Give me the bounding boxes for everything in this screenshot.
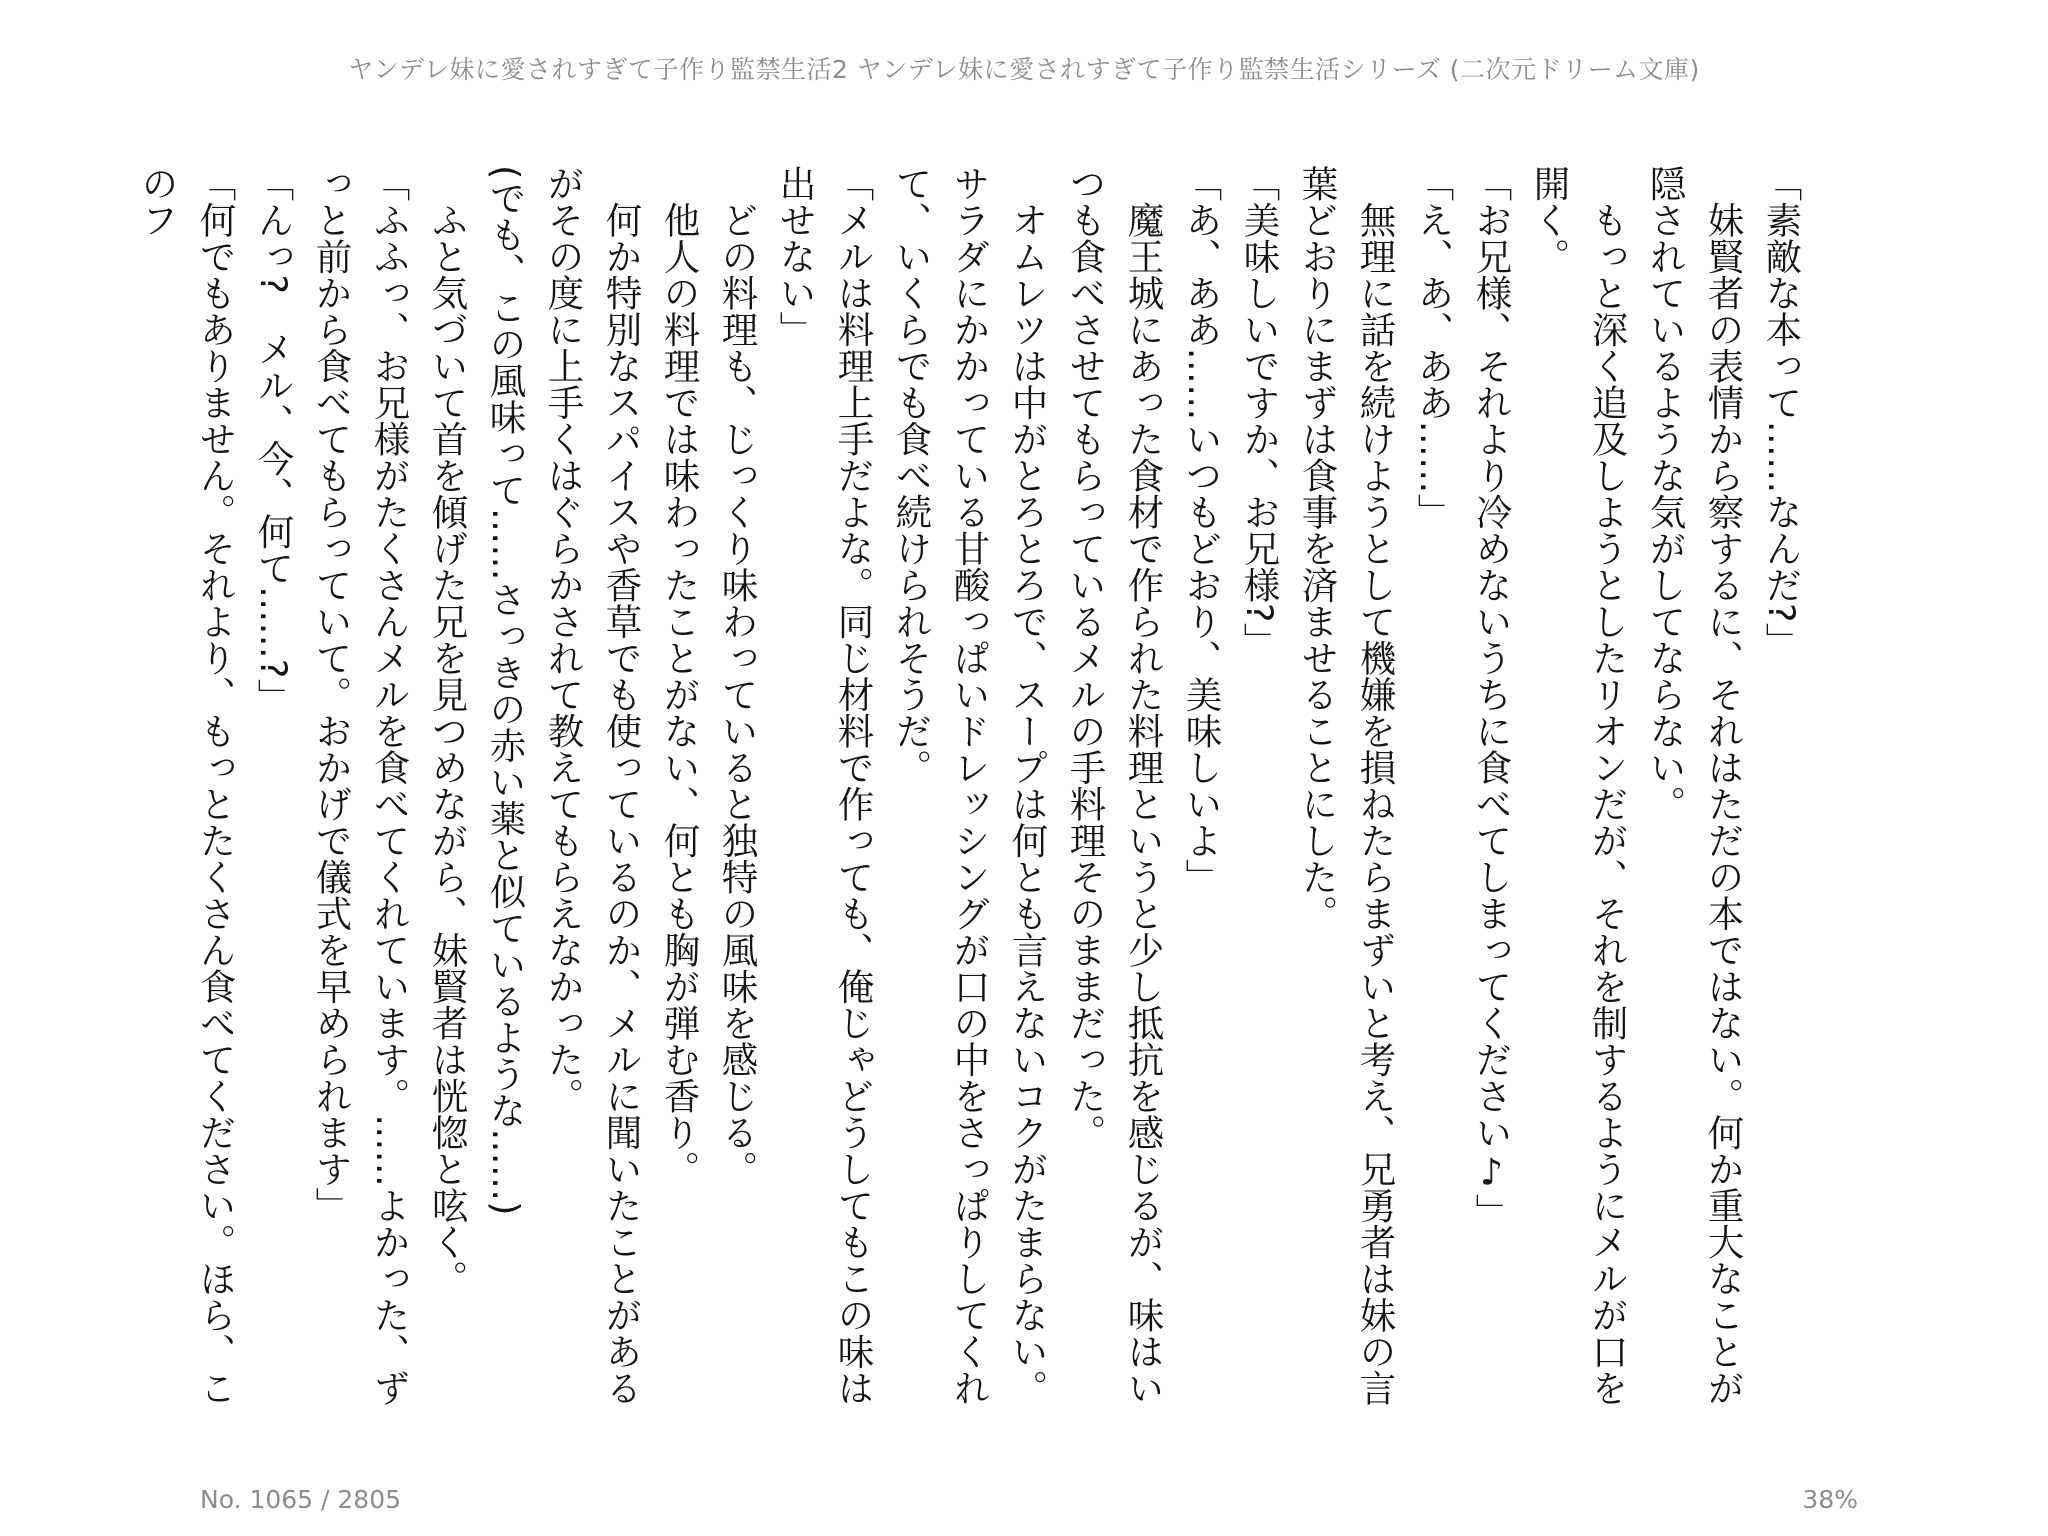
paragraph: 魔王城にあった食材で作られた料理というと少し抵抗を感じるが、味はいつも食べさせてもらっているメルの手料理そのままだった。	[1064, 165, 1165, 1406]
paragraph: 「素敵な本って……なんだ?」	[1760, 165, 1803, 659]
vertical-text-body	[136, 165, 1810, 1425]
book-title: ヤンデレ妹に愛されすぎて子作り監禁生活2 ヤンデレ妹に愛されすぎて子作り監禁生活シリーズ (二次元ドリーム文庫)	[348, 55, 1700, 84]
paragraph: (でも、この風味って……さっきの赤い薬と似ているような……)	[484, 165, 527, 1216]
paragraph: 「お兄様、それより冷めないうちに食べてしまってください♪」	[1470, 165, 1513, 1230]
paragraph: 他人の料理では味わったことがない、何とも胸が弾む香り。	[658, 165, 701, 1187]
paragraph: ふと気づいて首を傾げた兄を見つめながら、妹賢者は恍惚と呟く。	[426, 165, 469, 1297]
paragraph: 「え、あ、ああ……」	[1412, 165, 1455, 530]
location-indicator: No. 1065 / 2805	[200, 1485, 402, 1514]
paragraph: 何か特別なスパイスや香草でも使っているのか、メルに聞いたことがあるがその度に上手くはぐらかされて教えてもらえなかった。	[542, 165, 643, 1406]
reader-page[interactable]	[136, 165, 1810, 1425]
progress-percent: 38%	[1802, 1485, 1858, 1514]
paragraph: 「あ、ああ……いつもどおり、美味しいよ」	[1180, 165, 1223, 895]
paragraph: どの料理も、じっくり味わっていると独特の風味を感じる。	[716, 165, 759, 1187]
paragraph: 妹賢者の表情から察するに、それはただの本ではない。何か重大なことが隠されているような気がしてならない。	[1644, 165, 1745, 1406]
paragraph: 無理に話を続けようとして機嫌を損ねたらまずいと考え、兄勇者は妹の言葉どおりにまずは食事を済ませることにした。	[1296, 165, 1397, 1406]
paragraph: 「何でもありません。それより、もっとたくさん食べてください。ほら、このフ	[136, 165, 237, 1406]
paragraph: オムレツは中がとろとろで、スープは何とも言えないコクがたまらない。サラダにかかっている甘酸っぱいドレッシングが口の中をさっぱりしてくれて、いくらでも食べ続けられそうだ。	[890, 165, 1049, 1406]
paragraph: もっと深く追及しようとしたリオンだが、それを制するようにメルが口を開く。	[1528, 165, 1629, 1406]
paragraph: 「ふふっ、お兄様がたくさんメルを食べてくれています。……よかった、ずっと前から食べてもらっていて。おかげで儀式を早められます」	[310, 165, 411, 1406]
paragraph: 「美味しいですか、お兄様?」	[1238, 165, 1281, 659]
paragraph: 「メルは料理上手だよな。同じ材料で作っても、俺じゃどうしてもこの味は出せない」	[774, 165, 875, 1406]
paragraph: 「んっ? メル、今、何て……?」	[252, 165, 295, 715]
